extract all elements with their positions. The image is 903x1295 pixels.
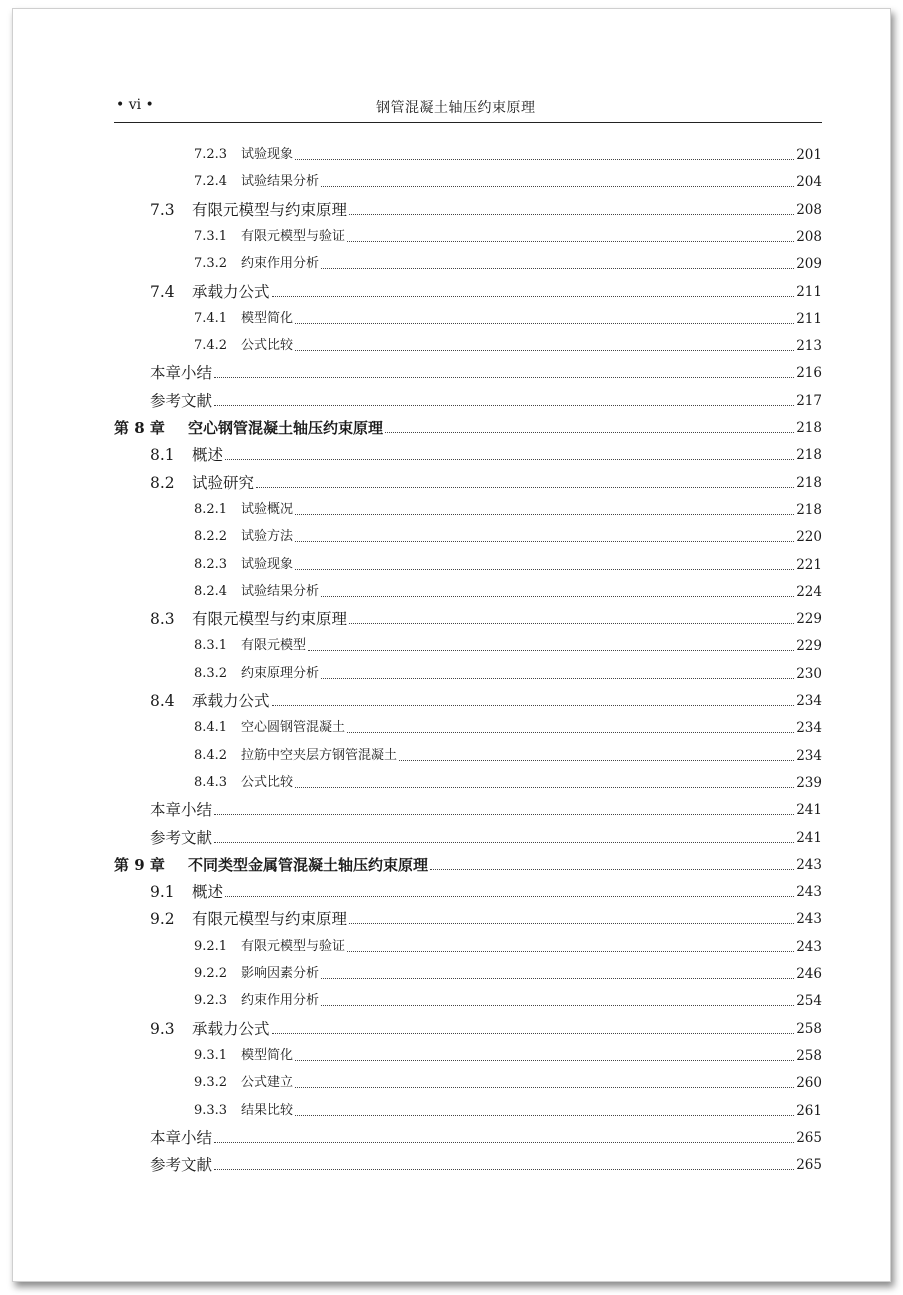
toc-entry-title: 承载力公式 [192,692,270,710]
toc-entry-page: 234 [796,747,822,764]
toc-entry-number: 8.2 [150,473,175,492]
toc-entry-title: 约束原理分析 [241,665,320,681]
toc-entry-page: 243 [796,856,822,873]
toc-entry-page: 216 [796,365,822,382]
toc-entry-number: 8.2.1 [194,501,228,517]
toc-entry-page: 220 [796,529,822,546]
toc-entry[interactable] [150,360,822,382]
toc-entry[interactable] [150,797,822,819]
toc-entry-page: 229 [796,611,822,628]
toc-entry-title: 本章小结 [150,801,213,820]
toc-entry[interactable] [150,442,822,464]
dot-leader [225,459,794,460]
dot-leader [272,705,795,706]
toc-entry-number: 8.3.1 [194,638,228,654]
toc-entry[interactable] [150,388,822,410]
toc-entry-title: 结果比较 [241,1102,294,1118]
dot-leader [295,569,794,570]
toc-entry-title: 影响因素分析 [241,966,320,981]
toc-entry-page: 201 [796,147,822,163]
dot-leader [295,514,794,515]
dot-leader [385,432,794,433]
toc-entry-title: 试验概况 [241,501,294,517]
toc-entry-page: 258 [796,1020,822,1037]
toc-entry-page: 234 [796,720,822,737]
toc-entry[interactable] [194,251,822,273]
dot-leader [214,1169,794,1170]
dot-leader [272,1033,795,1034]
toc-entry[interactable] [150,825,822,847]
dot-leader [272,296,795,297]
toc-entry-page: 224 [796,583,822,600]
toc-entry-number: 9.2.2 [194,966,228,981]
dot-leader [399,760,794,761]
toc-entry[interactable] [194,1070,822,1092]
toc-entry-number: 8.4.1 [194,720,228,736]
toc-entry-title: 参考文献 [150,828,213,847]
toc-entry-title: 试验方法 [241,529,294,545]
toc-entry[interactable] [114,415,822,437]
toc-entry-number: 7.4.1 [194,310,228,326]
dot-leader [308,650,794,651]
toc-entry-page: 204 [796,174,822,191]
dot-leader [295,159,794,160]
header-book-title: 钢管混凝土轴压约束原理 [376,100,536,116]
toc-entry[interactable] [194,169,822,191]
toc-entry-title: 试验结果分析 [241,174,320,190]
toc-entry-number: 7.2.4 [194,174,228,190]
toc-entry-page: 218 [796,420,822,436]
dot-leader [347,732,794,733]
toc-entry-title: 有限元模型与约束原理 [192,910,348,929]
toc-entry-title: 模型简化 [241,1047,294,1063]
toc-entry-page: 208 [796,228,822,245]
toc-entry[interactable] [194,743,822,765]
toc-entry-title: 有限元模型与验证 [241,938,346,954]
toc-entry-page: 213 [796,338,822,355]
dot-leader [321,268,794,269]
toc-entry-number: 8.2.3 [194,556,228,572]
toc-entry-page: 265 [796,1157,822,1174]
dot-leader [349,623,794,624]
dot-leader [321,978,794,979]
toc-entry[interactable] [150,606,822,628]
toc-entry-number: 7.3.2 [194,256,228,272]
toc-entry[interactable] [194,1098,822,1120]
toc-entry-page: 261 [796,1102,822,1119]
toc-entry-title: 参考文献 [150,1156,213,1175]
dot-leader [321,596,794,597]
toc-entry-title: 约束作用分析 [241,993,320,1009]
toc-entry-title: 本章小结 [150,1128,213,1147]
dot-leader [214,842,794,843]
toc-entry[interactable] [194,1043,822,1065]
toc-entry-page: 208 [796,201,822,218]
dot-leader [214,377,794,378]
toc-entry-page: 265 [796,1129,822,1146]
toc-entry-title: 公式比较 [241,338,294,354]
toc-entry-number: 第 9 章 [114,855,165,874]
toc-entry-page: 260 [796,1075,822,1092]
toc-entry[interactable] [150,470,822,492]
toc-entry[interactable] [194,224,822,246]
toc-entry-number: 7.2.3 [194,147,228,162]
dot-leader [295,541,794,542]
toc-entry-number: 8.3.2 [194,665,228,681]
dot-leader [295,1115,794,1116]
dot-leader [214,814,794,815]
dot-leader [295,787,794,788]
toc-entry[interactable] [150,906,822,928]
toc-entry-number: 9.3 [150,1019,175,1038]
toc-entry-number: 8.1 [150,446,175,465]
toc-entry[interactable] [194,497,822,519]
toc-entry[interactable] [194,579,822,601]
toc-entry-title: 承载力公式 [192,1019,270,1038]
toc-entry-page: 258 [796,1047,822,1064]
toc-entry-number: 7.4.2 [194,338,228,354]
toc-entry-page: 239 [796,774,822,791]
toc-entry-number: 9.2.3 [194,993,228,1009]
toc-entry[interactable] [150,879,822,901]
toc-entry-number: 7.4 [150,282,175,301]
toc-entry-page: 211 [796,283,822,300]
toc-entry-page: 218 [796,501,822,518]
toc-entry-page: 246 [796,966,822,982]
toc-entry-page: 218 [796,474,822,491]
toc-entry[interactable] [194,306,822,328]
dot-leader [295,350,794,351]
toc-entry[interactable] [194,524,822,546]
toc-entry-page: 230 [796,665,822,682]
dot-leader [225,896,794,897]
toc-entry-page: 241 [796,829,822,846]
toc-entry[interactable] [150,1125,822,1147]
toc-entry-number: 8.4.2 [194,747,228,763]
toc-entry-number: 9.1 [150,883,175,902]
toc-entry-number: 9.3.1 [194,1047,228,1063]
toc-entry[interactable] [194,988,822,1010]
toc-entry-page: 217 [796,392,822,409]
toc-entry[interactable] [194,770,822,792]
toc-entry-number: 8.4 [150,692,175,710]
toc-entry-title: 空心圆钢管混凝土 [241,720,346,736]
toc-entry-page: 209 [796,256,822,273]
toc-entry-number: 8.3 [150,610,175,629]
toc-entry-title: 模型简化 [241,310,294,326]
toc-entry-title: 有限元模型与验证 [241,228,346,244]
dot-leader [430,869,794,870]
dot-leader [256,487,794,488]
toc-entry-title: 本章小结 [150,364,213,383]
toc-entry-title: 参考文献 [150,391,213,410]
toc-entry-page: 243 [796,884,822,901]
toc-entry-number: 8.2.4 [194,583,228,599]
dot-leader [295,1060,794,1061]
toc-entry-title: 试验现象 [241,556,294,572]
dot-leader [321,1005,794,1006]
toc-entry-title: 有限元模型与约束原理 [192,200,348,219]
dot-leader [349,923,794,924]
toc-entry[interactable] [150,279,822,301]
toc-entry-number: 9.3.2 [194,1075,228,1091]
toc-entry-title: 试验研究 [192,473,255,492]
toc-entry-page: 241 [796,802,822,819]
toc-entry-title: 概述 [192,446,224,465]
toc-entry[interactable] [150,1016,822,1038]
toc-entry-title: 约束作用分析 [241,256,320,272]
toc-entry[interactable] [194,333,822,355]
dot-leader [214,405,794,406]
toc-entry-number: 第 8 章 [114,419,165,437]
toc-entry[interactable] [150,1152,822,1174]
toc-entry[interactable] [194,661,822,683]
toc-entry[interactable] [194,633,822,655]
dot-leader [295,1087,794,1088]
dot-leader [347,241,794,242]
toc-entry-title: 承载力公式 [192,282,270,301]
toc-entry[interactable] [194,961,822,983]
toc-entry[interactable] [194,715,822,737]
toc-entry-number: 9.3.3 [194,1102,228,1118]
toc-entry-page: 254 [796,993,822,1010]
toc-entry-number: 7.3 [150,200,175,219]
toc-entry-number: 9.2 [150,910,175,929]
toc-entry-page: 243 [796,911,822,928]
toc-entry-page: 229 [796,638,822,655]
toc-entry-title: 有限元模型 [241,638,307,654]
toc-entry-title: 空心钢管混凝土轴压约束原理 [188,419,384,437]
dot-leader [321,186,794,187]
toc-entry-page: 221 [796,556,822,573]
toc-entry[interactable] [150,197,822,219]
toc-entry-title: 不同类型金属管混凝土轴压约束原理 [188,855,429,874]
dot-leader [347,951,794,952]
dot-leader [295,323,794,324]
toc-entry-page: 234 [796,693,822,709]
toc-entry-title: 公式比较 [241,774,294,790]
dot-leader [214,1142,794,1143]
toc-entry-page: 218 [796,447,822,464]
toc-entry-page: 243 [796,938,822,955]
dot-leader [321,678,794,679]
toc-entry-number: 8.4.3 [194,774,228,790]
toc-entry-title: 概述 [192,883,224,902]
toc-entry-title: 公式建立 [241,1075,294,1091]
toc-entry-page: 211 [796,310,822,327]
toc-entry-title: 拉筋中空夹层方钢管混凝土 [241,747,398,763]
toc-entry[interactable] [114,852,822,874]
toc-entry[interactable] [194,142,822,164]
dot-leader [349,214,794,215]
toc-entry-title: 试验结果分析 [241,583,320,599]
toc-entry-title: 试验现象 [241,147,294,162]
header-page-number: • vi • [116,97,154,113]
toc-entry-title: 有限元模型与约束原理 [192,610,348,629]
toc-entry[interactable] [150,688,822,710]
toc-entry-number: 8.2.2 [194,529,228,545]
toc-entry[interactable] [194,934,822,956]
toc-entry-number: 7.3.1 [194,228,228,244]
toc-entry[interactable] [194,552,822,574]
toc-entry-number: 9.2.1 [194,938,228,954]
